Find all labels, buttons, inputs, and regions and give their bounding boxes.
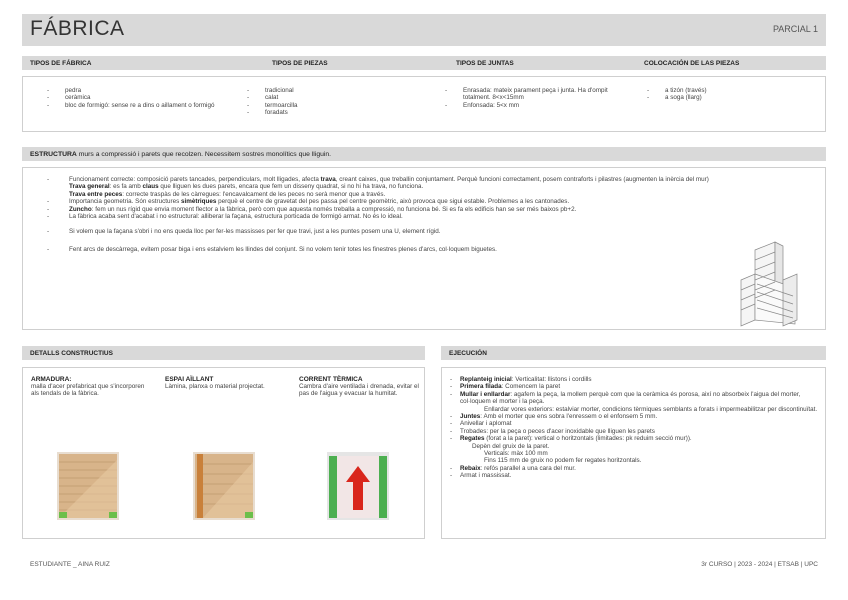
armadura-detail-image [57, 452, 119, 520]
tipos-fabrica-title: TIPOS DE FÁBRICA [30, 60, 92, 67]
primera-filada-bold: Primera filada [460, 383, 502, 391]
espai-card [165, 376, 287, 390]
footer-course: 3r CURSO | 2023 - 2024 | ETSAB | UPC [701, 561, 818, 568]
espai-text: Làmina, planxa o material projectat. [165, 383, 265, 390]
corrent-detail-image [327, 452, 389, 520]
trava-peces-title: Trava entre peces [69, 190, 123, 198]
list-item: - a tizón (través) [645, 87, 805, 94]
list-item [45, 176, 785, 198]
tipos-fabrica-list [45, 87, 245, 109]
list-item: - Enrasada: mateix parament peça i junta. Ha d'ompit totalment. 8<x<15mm [443, 87, 608, 102]
wall-sketch-illustration [735, 240, 805, 328]
types-header [22, 56, 826, 70]
list-item: - foradats [245, 109, 405, 116]
zuncho-bold: Zuncho [69, 205, 92, 213]
armadura-title: ARMADURA: [31, 376, 72, 383]
list-item: - Armat i massissat. [448, 472, 820, 479]
trava-general-title: Trava general [69, 183, 110, 191]
rebaix-text: : refós parallel a una cara del mur. [480, 464, 576, 472]
estructura-list [45, 176, 785, 253]
replanteig-text: : Verticalitat: llistons i cordills [511, 376, 592, 383]
estructura-p1: Funcionament correcte: composició parets tancades, perpendiculars, molt lligades, afecta [69, 176, 321, 183]
list-item: - calat [245, 94, 405, 101]
mullar-text: : agafem la peça, la mollem perquè com que la ceràmica és porosa, així no absorbeix l'aigua del morter, col·loquem el morter i la peça. [460, 390, 801, 406]
espai-detail-image [193, 452, 255, 520]
page-subtitle: PARCIAL 1 [772, 24, 818, 34]
colocacion-list [645, 87, 805, 102]
ejecucion-box [441, 367, 826, 539]
juntes-bold: Juntes [460, 413, 481, 421]
tipos-juntas-title: TIPOS DE JUNTAS [456, 60, 514, 67]
trava-general-text: : es fa amb [109, 183, 143, 191]
detalls-title: DETALLS CONSTRUCTIUS [30, 350, 113, 357]
list-item: - a soga (llarg) [645, 94, 805, 101]
regates-bold: Regates [460, 435, 485, 443]
mullar-bold: Mullar i enllardar [460, 390, 511, 398]
page-title: FÁBRICA [30, 17, 125, 40]
replanteig-bold: Replanteig inicial [460, 376, 512, 383]
juntes-text: : Amb el morter que ens sobra l'enressem o el enfonsem 5 mm. [480, 413, 658, 421]
list-item [448, 376, 820, 383]
estructura-title-bold: ESTRUCTURA [30, 151, 77, 158]
ejecucion-header [441, 346, 826, 360]
list-item [45, 206, 785, 213]
estructura-p3: : fem un nus rígid que envia moment flector a la fàbrica, però com que aquesta només treballa a compressió, no funciona bé. Si es fa els edificis han se ser més baixos pb+2. [91, 205, 577, 213]
claus-bold: claus [142, 183, 159, 191]
list-item [448, 383, 820, 390]
detalls-header [22, 346, 425, 360]
trava-general [69, 183, 785, 190]
list-item [448, 391, 820, 406]
ejecucion-list [448, 376, 820, 480]
trava-bold: trava [320, 176, 336, 183]
list-item: - Trobades: per la peça o peces d'acer inoxidable que lliguen les parets [448, 428, 820, 435]
list-item: - tradicional [245, 87, 405, 94]
estructura-p1-rest: , creant caixes, que treballin conjuntament. Perquè funcioni correctament, posem contraforts i pilastres (augmenten la inèrcia del mur) [335, 176, 709, 183]
trava-general-rest: que lliguen les dues parets, encara que fem un disseny quadrat, si no hi ha trava, no funciona. [158, 183, 424, 191]
tipos-piezas-title: TIPOS DE PIEZAS [272, 60, 328, 67]
list-item: - bloc de formigó: sense re a dins o aillament o formigó [45, 102, 215, 109]
corrent-text: Cambra d'aire ventilada i drenada, evitar el pas de l'aigua y evacuar la humitat. [299, 383, 419, 398]
list-item: - Fent arcs de descàrrega, evitem posar biga i ens estalviem les llindes del conjunt. Si no volem tenir totes les finestres plenes d'arcs, col·loquem biguetes. [45, 246, 785, 253]
simetriques-bold: simètriques [181, 198, 217, 206]
estructura-p2: Importancia geometria. Són estructures [69, 198, 181, 206]
armadura-text: malla d'acer prefabricat que s'incorporen als tendals de la fàbrica. [31, 383, 145, 398]
trava-peces [69, 191, 785, 198]
estructura-p2-rest: perquè el centre de gravetat del pes passa pel centre geomètric, això provoca que sigui estable. Problemes a les cantonades. [216, 198, 570, 206]
tipos-piezas-list [245, 87, 405, 117]
list-item: Verticals: màx 100 mm [484, 450, 548, 458]
list-item [448, 413, 820, 420]
list-item: - termoarcilla [245, 102, 405, 109]
primera-filada-text: : Comencem la paret [501, 383, 561, 391]
list-item: Depèn del gruix de la paret. [472, 442, 550, 450]
footer-student: ESTUDIANTE _ AINA RUIZ [30, 561, 110, 568]
trava-peces-text: : correcte traspàs de les càrregues: l'encavalcament de les peces no serà menor que a través. [122, 190, 386, 198]
list-item [448, 435, 820, 442]
list-item: - pedra [45, 87, 245, 94]
list-item: - La fàbrica acaba sent d'acabat i no estructural: alliberar la façana, estructura porticada de formigó armat. No és lo ideal. [45, 213, 785, 220]
tipos-juntas-list [443, 87, 623, 109]
list-item: - ceràmica [45, 94, 245, 101]
page-header [22, 14, 826, 46]
corrent-title: CORRENT TÈRMICA [299, 376, 363, 383]
list-item: Fins 115 mm de gruix no podem fer regates horitzontals. [484, 457, 642, 465]
estructura-title-rest: murs a compressió i parets que recolzen. Necessitem sostres monolítics que lliguin. [76, 151, 332, 158]
regates-text: (forat a la paret): vertical o horitzontals (limitades: pk reduim secció mur)). [484, 435, 692, 443]
list-item: - Si volem que la façana s'obri i no ens queda lloc per fer-les massisses per fer que travi, just a les puntes posem una U, element rígid. [45, 228, 785, 235]
estructura-box [22, 167, 826, 330]
list-item: Enllardar vores exteriors: estalviar morter, condicions tèrmiques semblants a forats i impermeabilitzar per discontinuïtat. [484, 405, 818, 413]
types-box [22, 76, 826, 132]
rebaix-bold: Rebaix [460, 464, 481, 472]
detalls-box [22, 367, 425, 539]
ejecucion-title: EJECUCIÓN [449, 350, 487, 357]
list-item [45, 198, 785, 205]
colocacion-title: COLOCACIÓN DE LAS PIEZAS [644, 60, 740, 67]
estructura-header [22, 147, 826, 161]
list-item: - Anivellar i aplomat [448, 420, 820, 427]
armadura-card [31, 376, 153, 397]
list-item [448, 465, 820, 472]
corrent-card [299, 376, 421, 397]
list-item: - Enfonsada: 5<x mm [443, 102, 623, 109]
espai-title: ESPAI AÏLLANT [165, 376, 214, 383]
